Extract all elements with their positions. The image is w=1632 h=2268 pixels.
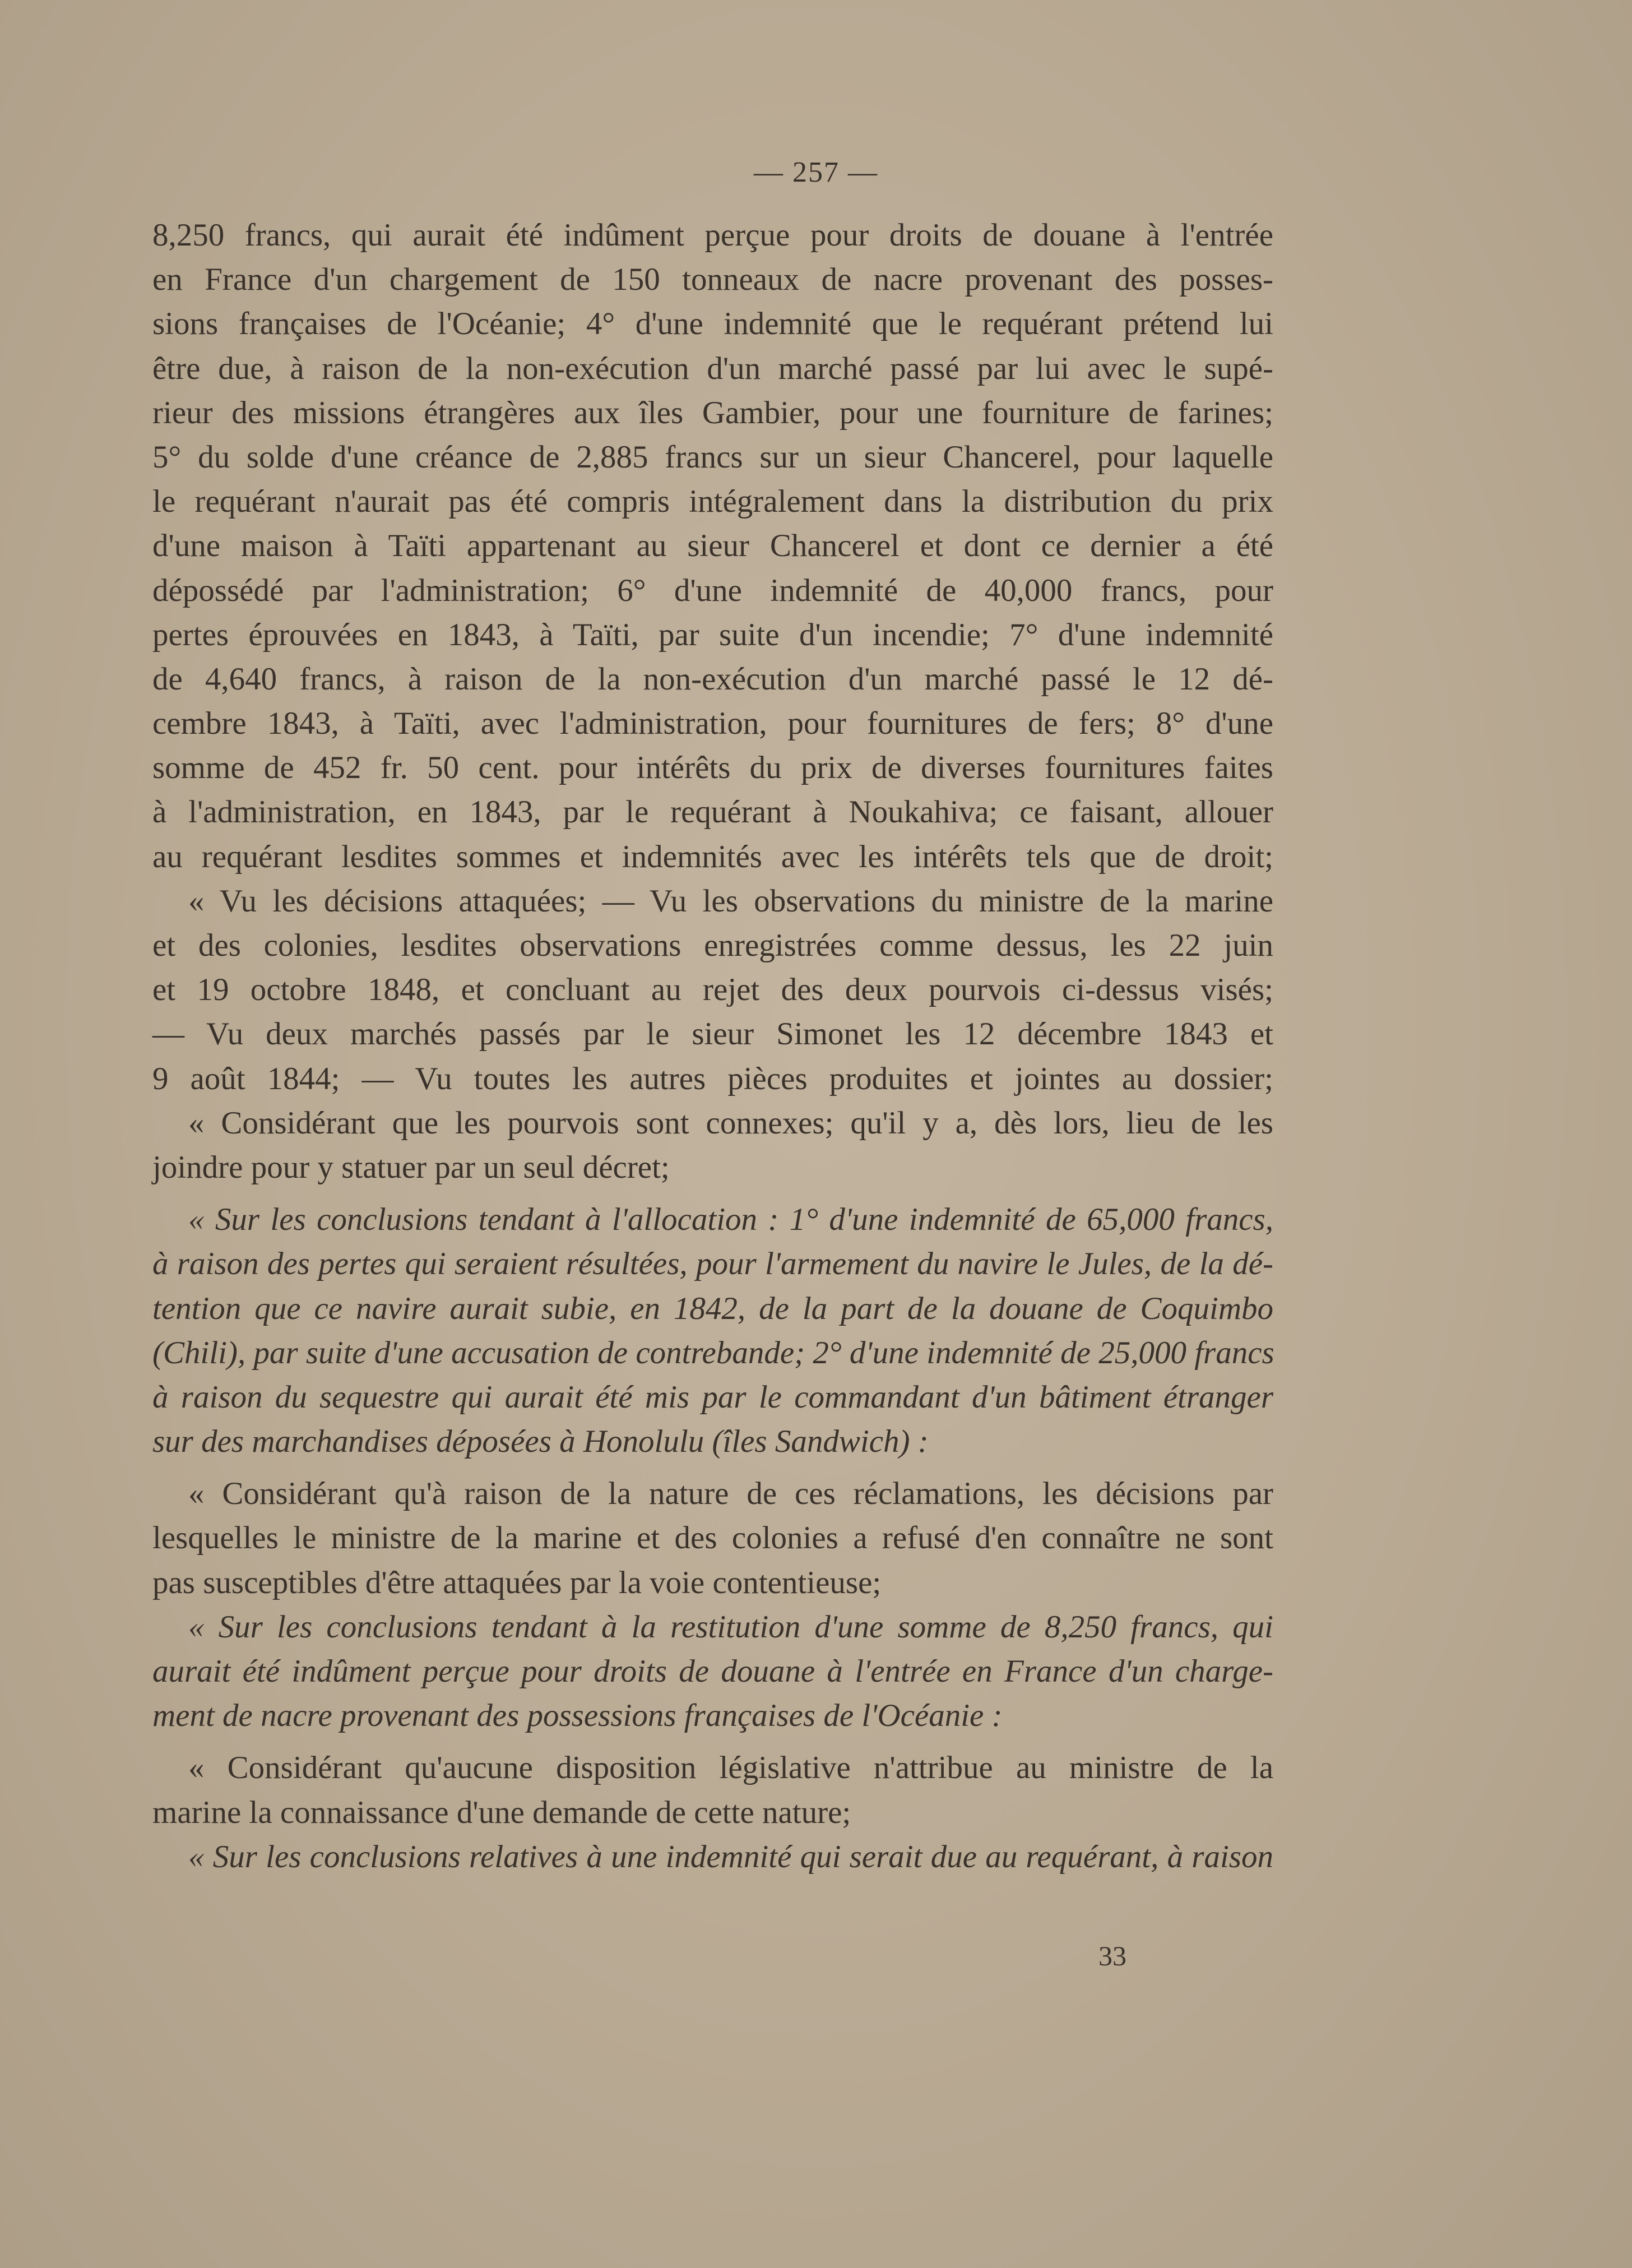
text-line: d'une maison à Taïti appartenant au sieur Chancerel et dont ce dernier a été xyxy=(152,528,1273,564)
text-line: — Vu deux marchés passés par le sieur Simonet les 12 décembre 1843 et xyxy=(152,1016,1273,1052)
text-line: au requérant lesdites sommes et indemnités avec les intérêts tels que de droit; xyxy=(152,839,1273,874)
text-line: à l'administration, en 1843, par le requérant à Noukahiva; ce faisant, allouer xyxy=(152,794,1273,830)
text-line: « Sur les conclusions relatives à une indemnité qui serait due au requérant, à raison xyxy=(188,1839,1273,1874)
text-line: et 19 octobre 1848, et concluant au rejet des deux pourvois ci-dessus visés; xyxy=(152,972,1273,1008)
text-line: de 4,640 francs, à raison de la non-exécution d'un marché passé le 12 dé- xyxy=(152,661,1273,697)
text-line: somme de 452 fr. 50 cent. pour intérêts du prix de diverses fournitures faites xyxy=(152,750,1273,786)
text-line: à raison des pertes qui seraient résultées, pour l'armement du navire le Jules, de la dé- xyxy=(152,1246,1273,1282)
text-line: cembre 1843, à Taïti, avec l'administration, pour fournitures de fers; 8° d'une xyxy=(152,706,1273,742)
text-line: être due, à raison de la non-exécution d'un marché passé par lui avec le supé- xyxy=(152,350,1273,386)
text-line: sions françaises de l'Océanie; 4° d'une indemnité que le requérant prétend lui xyxy=(152,306,1273,342)
text-line: rieur des missions étrangères aux îles Gambier, pour une fourniture de farines; xyxy=(152,395,1273,431)
text-line: « Sur les conclusions tendant à l'allocation : 1° d'une indemnité de 65,000 francs, xyxy=(188,1202,1273,1238)
text-line: sur des marchandises déposées à Honolulu (îles Sandwich) : xyxy=(152,1424,929,1460)
page-number-header: — 257 — xyxy=(754,156,878,188)
text-line: pas susceptibles d'être attaquées par la voie contentieuse; xyxy=(152,1565,882,1600)
text-line: « Considérant qu'à raison de la nature de ces réclamations, les décisions par xyxy=(188,1476,1273,1512)
text-line: (Chili), par suite d'une accusation de contrebande; 2° d'une indemnité de 25,000 francs xyxy=(152,1335,1274,1371)
text-line: « Vu les décisions attaquées; — Vu les observations du ministre de la marine xyxy=(188,883,1273,919)
signature-mark: 33 xyxy=(1098,1940,1126,1971)
text-line: en France d'un chargement de 150 tonneaux de nacre provenant des posses- xyxy=(152,262,1273,298)
paragraph-gap xyxy=(152,1738,1273,1746)
text-line: tention que ce navire aurait subie, en 1842, de la part de la douane de Coquimbo xyxy=(152,1290,1273,1326)
text-line: « Sur les conclusions tendant à la restitution d'une somme de 8,250 francs, qui xyxy=(188,1609,1273,1645)
paragraph-gap xyxy=(152,1189,1273,1197)
text-line: et des colonies, lesdites observations enregistrées comme dessus, les 22 juin xyxy=(152,928,1273,963)
text-line: « Considérant qu'aucune disposition législative n'attribue au ministre de la xyxy=(188,1750,1273,1786)
text-line: lesquelles le ministre de la marine et des colonies a refusé d'en connaître ne sont xyxy=(152,1520,1273,1556)
text-line: « Considérant que les pourvois sont connexes; qu'il y a, dès lors, lieu de les xyxy=(188,1105,1273,1141)
text-line: 9 août 1844; — Vu toutes les autres pièces produites et jointes au dossier; xyxy=(152,1061,1273,1096)
text-line: 5° du solde d'une créance de 2,885 francs sur un sieur Chancerel, pour laquelle xyxy=(152,439,1273,475)
text-line: joindre pour y statuer par un seul décret; xyxy=(152,1149,670,1185)
paragraph-gap xyxy=(152,1464,1273,1471)
text-line: pertes éprouvées en 1843, à Taïti, par suite d'un incendie; 7° d'une indemnité xyxy=(152,617,1273,652)
text-line: à raison du sequestre qui aurait été mis par le commandant d'un bâtiment étranger xyxy=(152,1379,1273,1415)
text-line: ment de nacre provenant des possessions françaises de l'Océanie : xyxy=(152,1698,1003,1734)
body-text xyxy=(152,213,1273,1879)
text-line: le requérant n'aurait pas été compris intégralement dans la distribution du prix xyxy=(152,484,1273,520)
text-line: dépossédé par l'administration; 6° d'une indemnité de 40,000 francs, pour xyxy=(152,572,1273,608)
text-line: 8,250 francs, qui aurait été indûment perçue pour droits de douane à l'entrée xyxy=(152,217,1273,253)
text-line: marine la connaissance d'une demande de cette nature; xyxy=(152,1794,851,1830)
text-line: aurait été indûment perçue pour droits de douane à l'entrée en France d'un charge- xyxy=(152,1654,1273,1689)
